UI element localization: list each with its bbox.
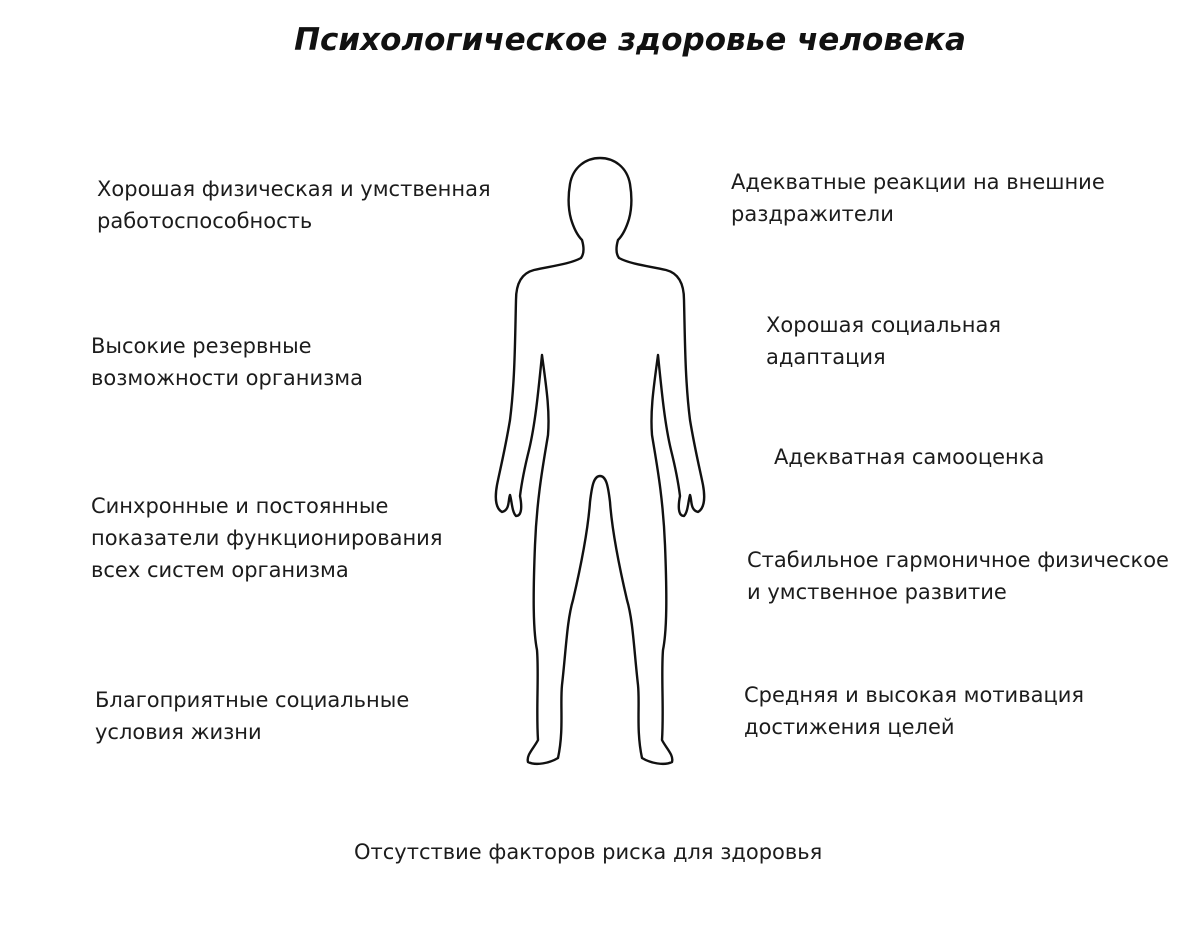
right-item-line: Адекватные реакции на внешние <box>731 170 1105 194</box>
right-item-harmonious-development <box>747 544 1169 608</box>
right-item-social-adaptation <box>766 309 1001 373</box>
human-body-outline-icon <box>470 150 730 780</box>
right-item-line: раздражители <box>731 202 894 226</box>
left-item-work-capacity <box>97 173 491 237</box>
right-item-self-esteem <box>774 441 1044 473</box>
page-title: Психологическое здоровье человека <box>294 22 966 58</box>
right-item-motivation <box>744 679 1084 743</box>
left-item-reserve-capacity <box>91 330 363 394</box>
left-item-line: Синхронные и постоянные <box>91 494 389 518</box>
right-item-line: Средняя и высокая мотивация <box>744 683 1085 707</box>
left-item-synchronous-indicators <box>91 490 442 586</box>
right-item-line: и умственное развитие <box>747 580 1007 604</box>
left-item-line: показатели функционирования <box>91 526 443 550</box>
right-item-line: Хорошая социальная <box>766 313 1002 337</box>
left-item-line: условия жизни <box>95 720 262 744</box>
left-item-line: Хорошая физическая и умственная <box>97 177 491 201</box>
right-item-line: достижения целей <box>744 715 955 739</box>
left-item-line: работоспособность <box>97 209 313 233</box>
bottom-item-no-risk-factors: Отсутствие факторов риска для здоровья <box>354 840 823 864</box>
right-item-adequate-reactions <box>731 166 1105 230</box>
right-item-line: адаптация <box>766 345 886 369</box>
right-item-line: Адекватная самооценка <box>774 445 1045 469</box>
left-item-line: Благоприятные социальные <box>95 688 410 712</box>
left-item-line: Высокие резервные <box>91 334 312 358</box>
left-item-social-conditions <box>95 684 409 748</box>
left-item-line: возможности организма <box>91 366 364 390</box>
left-item-line: всех систем организма <box>91 558 349 582</box>
right-item-line: Стабильное гармоничное физическое <box>747 548 1169 572</box>
